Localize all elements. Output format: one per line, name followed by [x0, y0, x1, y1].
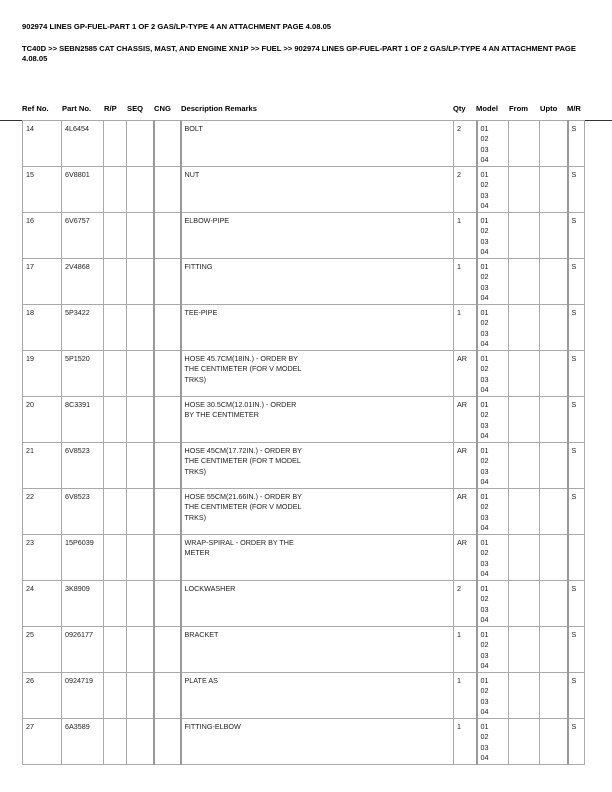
model-code: 01 — [480, 722, 489, 731]
description-line: HOSE 45.7CM(18IN.) - ORDER BY — [184, 354, 298, 363]
models — [477, 213, 509, 259]
part-no: 8C3391 — [62, 397, 104, 443]
description-line: TRKS) — [184, 512, 207, 522]
mr: S — [568, 581, 585, 627]
description-line: HOSE 45CM(17.72IN.) - ORDER BY — [184, 446, 302, 455]
models — [477, 167, 509, 213]
from-cell — [509, 443, 540, 489]
upto-cell — [540, 719, 568, 765]
from-cell — [509, 259, 540, 305]
model-code: 04 — [480, 753, 489, 763]
description-line: BRACKET — [184, 630, 219, 639]
cng-cell — [154, 673, 181, 719]
upto-cell — [540, 259, 568, 305]
qty: 1 — [454, 627, 477, 673]
qty: 2 — [454, 581, 477, 627]
ref-no: 14 — [23, 121, 62, 167]
model-code: 03 — [480, 742, 489, 752]
cng-cell — [154, 213, 181, 259]
model-code: 02 — [480, 640, 489, 650]
model-code: 04 — [480, 523, 489, 533]
ref-no: 25 — [23, 627, 62, 673]
mr: S — [568, 397, 585, 443]
part-no: 3K8909 — [62, 581, 104, 627]
qty: 1 — [454, 673, 477, 719]
qty: AR — [454, 489, 477, 535]
rp-cell — [104, 397, 127, 443]
part-no: 6A3589 — [62, 719, 104, 765]
qty: AR — [454, 351, 477, 397]
rp-cell — [104, 167, 127, 213]
seq-cell — [127, 443, 154, 489]
mr: S — [568, 121, 585, 167]
cng-cell — [154, 489, 181, 535]
model-code: 03 — [480, 144, 489, 154]
mr: S — [568, 673, 585, 719]
description-line: FITTING-ELBOW — [184, 722, 241, 731]
mr: S — [568, 443, 585, 489]
description-line: METER — [184, 548, 210, 558]
col-desc: Description Remarks — [181, 104, 257, 113]
part-no: 5P1520 — [62, 351, 104, 397]
ref-no: 18 — [23, 305, 62, 351]
part-no: 2V4868 — [62, 259, 104, 305]
upto-cell — [540, 627, 568, 673]
model-code: 03 — [480, 328, 489, 338]
cng-cell — [154, 167, 181, 213]
model-code: 04 — [480, 385, 489, 395]
ref-no: 23 — [23, 535, 62, 581]
description — [181, 581, 454, 627]
upto-cell — [540, 305, 568, 351]
model-code: 01 — [480, 354, 489, 363]
models — [477, 397, 509, 443]
qty: 1 — [454, 305, 477, 351]
model-code: 04 — [480, 477, 489, 487]
mr: S — [568, 351, 585, 397]
models — [477, 673, 509, 719]
cng-cell — [154, 719, 181, 765]
description-line: TRKS) — [184, 466, 207, 476]
models — [477, 581, 509, 627]
model-code: 02 — [480, 594, 489, 604]
description-line: NUT — [184, 170, 200, 179]
description — [181, 259, 454, 305]
model-code: 03 — [480, 466, 489, 476]
model-code: 02 — [480, 410, 489, 420]
description — [181, 719, 454, 765]
description-line: FITTING — [184, 262, 213, 271]
model-code: 03 — [480, 696, 489, 706]
upto-cell — [540, 397, 568, 443]
models — [477, 627, 509, 673]
model-code: 04 — [480, 201, 489, 211]
ref-no: 21 — [23, 443, 62, 489]
model-code: 02 — [480, 732, 489, 742]
upto-cell — [540, 351, 568, 397]
model-code: 02 — [480, 134, 489, 144]
mr — [568, 535, 585, 581]
mr: S — [568, 259, 585, 305]
seq-cell — [127, 397, 154, 443]
model-code: 02 — [480, 272, 489, 282]
cng-cell — [154, 259, 181, 305]
model-code: 03 — [480, 190, 489, 200]
description — [181, 213, 454, 259]
model-code: 01 — [480, 584, 489, 593]
rp-cell — [104, 259, 127, 305]
mr: S — [568, 489, 585, 535]
upto-cell — [540, 121, 568, 167]
mr: S — [568, 167, 585, 213]
model-code: 04 — [480, 661, 489, 671]
ref-no: 26 — [23, 673, 62, 719]
mr: S — [568, 305, 585, 351]
ref-no: 15 — [23, 167, 62, 213]
model-code: 03 — [480, 374, 489, 384]
rp-cell — [104, 719, 127, 765]
description — [181, 489, 454, 535]
table-row — [23, 719, 585, 765]
description-line: LOCKWASHER — [184, 584, 236, 593]
table-row — [23, 121, 585, 167]
description — [181, 305, 454, 351]
description — [181, 627, 454, 673]
part-no: 5P3422 — [62, 305, 104, 351]
model-code: 04 — [480, 155, 489, 165]
model-code: 01 — [480, 400, 489, 409]
upto-cell — [540, 673, 568, 719]
from-cell — [509, 673, 540, 719]
from-cell — [509, 305, 540, 351]
model-code: 03 — [480, 512, 489, 522]
model-code: 02 — [480, 226, 489, 236]
model-code: 04 — [480, 569, 489, 579]
table-row — [23, 305, 585, 351]
from-cell — [509, 167, 540, 213]
models — [477, 121, 509, 167]
ref-no: 22 — [23, 489, 62, 535]
model-code: 04 — [480, 615, 489, 625]
table-row — [23, 443, 585, 489]
page-title: 902974 LINES GP-FUEL-PART 1 OF 2 GAS/LP-TYPE 4 AN ATTACHMENT PAGE 4.08.05 — [22, 22, 332, 31]
part-no: 4L6454 — [62, 121, 104, 167]
model-code: 03 — [480, 236, 489, 246]
qty: AR — [454, 397, 477, 443]
model-code: 02 — [480, 364, 489, 374]
table-row — [23, 259, 585, 305]
model-code: 04 — [480, 707, 489, 717]
description — [181, 535, 454, 581]
models — [477, 443, 509, 489]
model-code: 02 — [480, 180, 489, 190]
description-line: PLATE AS — [184, 676, 218, 685]
rp-cell — [104, 213, 127, 259]
description-line: BY THE CENTIMETER — [184, 410, 259, 420]
description — [181, 673, 454, 719]
model-code: 04 — [480, 431, 489, 441]
part-no: 15P6039 — [62, 535, 104, 581]
model-code: 02 — [480, 548, 489, 558]
seq-cell — [127, 627, 154, 673]
qty: AR — [454, 443, 477, 489]
rp-cell — [104, 673, 127, 719]
seq-cell — [127, 719, 154, 765]
model-code: 03 — [480, 650, 489, 660]
description-line: WRAP-SPIRAL - ORDER BY THE — [184, 538, 294, 547]
ref-no: 27 — [23, 719, 62, 765]
cng-cell — [154, 397, 181, 443]
upto-cell — [540, 167, 568, 213]
seq-cell — [127, 351, 154, 397]
upto-cell — [540, 489, 568, 535]
qty: 1 — [454, 719, 477, 765]
seq-cell — [127, 489, 154, 535]
rp-cell — [104, 121, 127, 167]
seq-cell — [127, 305, 154, 351]
cng-cell — [154, 305, 181, 351]
seq-cell — [127, 673, 154, 719]
models — [477, 719, 509, 765]
table-row — [23, 673, 585, 719]
model-code: 02 — [480, 318, 489, 328]
mr: S — [568, 627, 585, 673]
seq-cell — [127, 581, 154, 627]
col-ref: Ref No. — [22, 104, 49, 113]
qty: 2 — [454, 167, 477, 213]
col-part: Part No. — [62, 104, 92, 113]
col-from: From — [509, 104, 528, 113]
models — [477, 259, 509, 305]
models — [477, 489, 509, 535]
description-line: HOSE 55CM(21.66IN.) - ORDER BY — [184, 492, 302, 501]
models — [477, 351, 509, 397]
rp-cell — [104, 305, 127, 351]
seq-cell — [127, 213, 154, 259]
col-upto: Upto — [540, 104, 558, 113]
model-code: 01 — [480, 538, 489, 547]
description-line: TRKS) — [184, 374, 207, 384]
ref-no: 24 — [23, 581, 62, 627]
from-cell — [509, 121, 540, 167]
model-code: 04 — [480, 293, 489, 303]
table-row — [23, 489, 585, 535]
description-line: THE CENTIMETER (FOR T MODEL — [184, 456, 301, 466]
model-code: 01 — [480, 492, 489, 501]
description — [181, 351, 454, 397]
seq-cell — [127, 259, 154, 305]
col-model: Model — [476, 104, 498, 113]
description — [181, 443, 454, 489]
part-no: 0924719 — [62, 673, 104, 719]
table-row — [23, 213, 585, 259]
table-row — [23, 351, 585, 397]
description — [181, 167, 454, 213]
col-mr: M/R — [567, 104, 581, 113]
from-cell — [509, 213, 540, 259]
model-code: 01 — [480, 630, 489, 639]
model-code: 03 — [480, 282, 489, 292]
seq-cell — [127, 167, 154, 213]
from-cell — [509, 535, 540, 581]
description-line: HOSE 30.5CM(12.01IN.) - ORDER — [184, 400, 297, 409]
ref-no: 17 — [23, 259, 62, 305]
from-cell — [509, 397, 540, 443]
description-line: TEE-PIPE — [184, 308, 218, 317]
model-code: 02 — [480, 502, 489, 512]
ref-no: 16 — [23, 213, 62, 259]
part-no: 6V8523 — [62, 443, 104, 489]
description-line: BOLT — [184, 124, 203, 133]
model-code: 01 — [480, 170, 489, 179]
rp-cell — [104, 627, 127, 673]
from-cell — [509, 351, 540, 397]
parts-table — [22, 120, 585, 765]
part-no: 6V6757 — [62, 213, 104, 259]
mr: S — [568, 719, 585, 765]
ref-no: 19 — [23, 351, 62, 397]
qty: 1 — [454, 259, 477, 305]
from-cell — [509, 489, 540, 535]
cng-cell — [154, 627, 181, 673]
qty: 2 — [454, 121, 477, 167]
table-row — [23, 581, 585, 627]
description-line: ELBOW-PIPE — [184, 216, 230, 225]
models — [477, 305, 509, 351]
rp-cell — [104, 581, 127, 627]
model-code: 03 — [480, 604, 489, 614]
description — [181, 397, 454, 443]
cng-cell — [154, 121, 181, 167]
model-code: 01 — [480, 308, 489, 317]
seq-cell — [127, 121, 154, 167]
model-code: 01 — [480, 124, 489, 133]
part-no: 6V8523 — [62, 489, 104, 535]
model-code: 04 — [480, 247, 489, 257]
cng-cell — [154, 351, 181, 397]
description — [181, 121, 454, 167]
table-row — [23, 397, 585, 443]
from-cell — [509, 719, 540, 765]
model-code: 01 — [480, 446, 489, 455]
upto-cell — [540, 443, 568, 489]
col-rp: R/P — [104, 104, 117, 113]
model-code: 03 — [480, 420, 489, 430]
rp-cell — [104, 535, 127, 581]
from-cell — [509, 627, 540, 673]
table-header — [0, 102, 612, 121]
cng-cell — [154, 443, 181, 489]
model-code: 02 — [480, 456, 489, 466]
models — [477, 535, 509, 581]
table-row — [23, 627, 585, 673]
model-code: 01 — [480, 262, 489, 271]
rp-cell — [104, 351, 127, 397]
rp-cell — [104, 443, 127, 489]
col-qty: Qty — [453, 104, 466, 113]
qty: AR — [454, 535, 477, 581]
upto-cell — [540, 213, 568, 259]
model-code: 04 — [480, 339, 489, 349]
table-row — [23, 167, 585, 213]
qty: 1 — [454, 213, 477, 259]
ref-no: 20 — [23, 397, 62, 443]
mr: S — [568, 213, 585, 259]
model-code: 02 — [480, 686, 489, 696]
cng-cell — [154, 535, 181, 581]
model-code: 01 — [480, 216, 489, 225]
col-cng: CNG — [154, 104, 171, 113]
seq-cell — [127, 535, 154, 581]
model-code: 03 — [480, 558, 489, 568]
rp-cell — [104, 489, 127, 535]
part-no: 6V8801 — [62, 167, 104, 213]
part-no: 0926177 — [62, 627, 104, 673]
table-row — [23, 535, 585, 581]
from-cell — [509, 581, 540, 627]
cng-cell — [154, 581, 181, 627]
description-line: THE CENTIMETER (FOR V MODEL — [184, 502, 302, 512]
col-seq: SEQ — [127, 104, 144, 113]
upto-cell — [540, 535, 568, 581]
description-line: THE CENTIMETER (FOR V MODEL — [184, 364, 302, 374]
model-code: 01 — [480, 676, 489, 685]
upto-cell — [540, 581, 568, 627]
breadcrumb: TC40D >> SEBN2585 CAT CHASSIS, MAST, AND ENGINE XN1P >> FUEL >> 902974 LINES GP-FUEL-PART 1 OF 2 GAS/LP-TYPE 4 AN ATTACHMENT PAGE 4.08.05 — [22, 44, 576, 63]
